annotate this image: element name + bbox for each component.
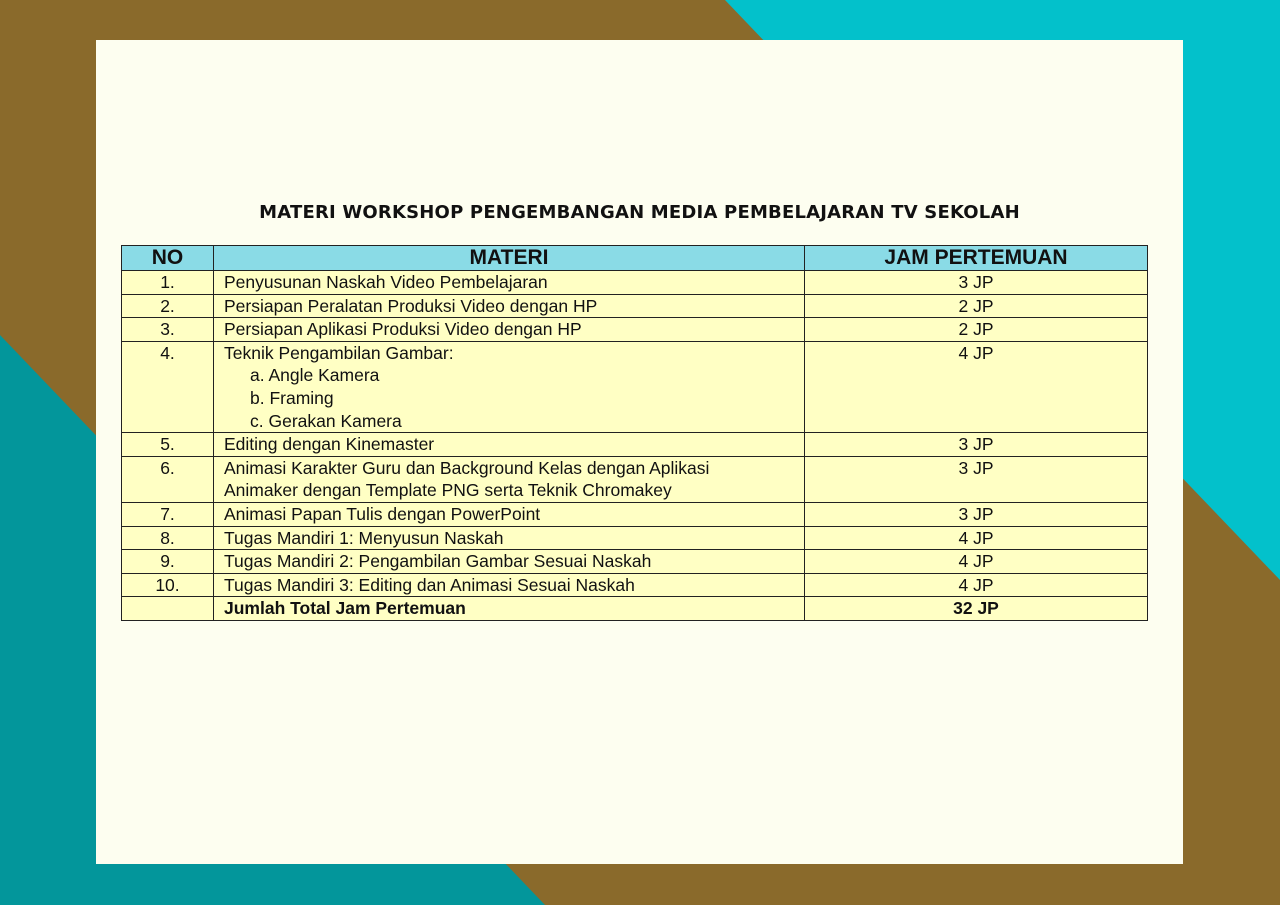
table-row <box>122 526 1148 550</box>
row-materi <box>214 341 805 432</box>
row-materi: Persiapan Peralatan Produksi Video dengan HP <box>214 294 805 318</box>
sub-item: c. Gerakan Kamera <box>250 410 402 431</box>
row-materi: Editing dengan Kinemaster <box>214 433 805 457</box>
sub-item: a. Angle Kamera <box>250 365 380 386</box>
row-jam: 2 JP <box>805 318 1148 342</box>
row-jam: 3 JP <box>805 502 1148 526</box>
table-row <box>122 550 1148 574</box>
row-jam: 3 JP <box>805 456 1148 502</box>
row-materi: Penyusunan Naskah Video Pembelajaran <box>214 271 805 295</box>
row-jam: 3 JP <box>805 433 1148 457</box>
row-materi-line-1: Animasi Karakter Guru dan Background Kelas dengan Aplikasi <box>224 457 710 478</box>
table-row <box>122 573 1148 597</box>
row-no: 2. <box>122 294 214 318</box>
header-jam: JAM PERTEMUAN <box>805 246 1148 271</box>
row-jam: 4 JP <box>805 341 1148 432</box>
row-materi-main: Teknik Pengambilan Gambar: <box>224 342 454 363</box>
materials-table <box>121 245 1148 621</box>
total-row <box>122 597 1148 621</box>
header-no: NO <box>122 246 214 271</box>
row-jam: 4 JP <box>805 573 1148 597</box>
row-no: 8. <box>122 526 214 550</box>
row-no: 10. <box>122 573 214 597</box>
table-row <box>122 433 1148 457</box>
row-jam: 2 JP <box>805 294 1148 318</box>
row-materi-line-2: Animaker dengan Template PNG serta Teknik Chromakey <box>224 480 672 501</box>
row-materi <box>214 456 805 502</box>
document-title: MATERI WORKSHOP PENGEMBANGAN MEDIA PEMBELAJARAN TV SEKOLAH <box>259 202 1020 223</box>
row-no: 6. <box>122 456 214 502</box>
row-materi: Tugas Mandiri 1: Menyusun Naskah <box>214 526 805 550</box>
header-materi: MATERI <box>214 246 805 271</box>
row-materi: Animasi Papan Tulis dengan PowerPoint <box>214 502 805 526</box>
table-row <box>122 294 1148 318</box>
table-row <box>122 456 1148 502</box>
table-row <box>122 341 1148 432</box>
row-no: 9. <box>122 550 214 574</box>
row-jam: 4 JP <box>805 526 1148 550</box>
total-no-empty <box>122 597 214 621</box>
row-no: 3. <box>122 318 214 342</box>
row-no: 4. <box>122 341 214 432</box>
total-jam: 32 JP <box>805 597 1148 621</box>
table-row <box>122 271 1148 295</box>
total-label: Jumlah Total Jam Pertemuan <box>214 597 805 621</box>
table-row <box>122 318 1148 342</box>
sub-item: b. Framing <box>250 387 334 408</box>
row-no: 7. <box>122 502 214 526</box>
row-jam: 4 JP <box>805 550 1148 574</box>
row-materi: Persiapan Aplikasi Produksi Video dengan HP <box>214 318 805 342</box>
row-materi: Tugas Mandiri 2: Pengambilan Gambar Sesuai Naskah <box>214 550 805 574</box>
document-sheet <box>96 40 1183 864</box>
row-no: 1. <box>122 271 214 295</box>
table-header-row <box>122 246 1148 271</box>
row-jam: 3 JP <box>805 271 1148 295</box>
table-row <box>122 502 1148 526</box>
row-no: 5. <box>122 433 214 457</box>
row-materi: Tugas Mandiri 3: Editing dan Animasi Sesuai Naskah <box>214 573 805 597</box>
